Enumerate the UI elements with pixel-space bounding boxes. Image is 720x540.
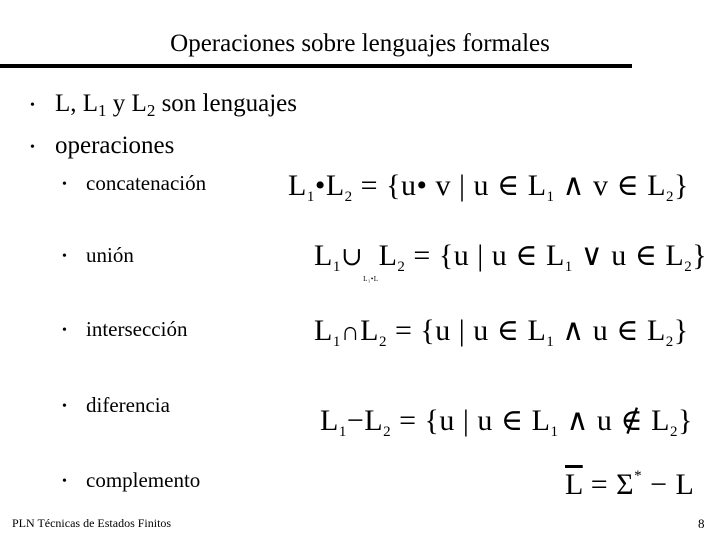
bullet-operations: operaciones [55, 132, 175, 159]
sub-bullet-marker: • [62, 177, 67, 192]
sub-bullet-marker: • [62, 474, 67, 489]
op-label-concatenation: concatenación [86, 171, 207, 195]
bullet-marker: • [30, 98, 35, 113]
op-label-union: unión [86, 243, 134, 267]
slide-title: Operaciones sobre lenguajes formales [170, 30, 550, 57]
op-label-difference: diferencia [86, 393, 170, 417]
bullet-languages: L, $L_1$ y $L_2$ son lenguajes [55, 90, 297, 120]
op-label-complement: complemento [86, 468, 201, 492]
sub-bullet-marker: • [62, 323, 67, 338]
op-label-intersection: intersección [86, 317, 188, 341]
formula-complement: $\overline{L} = \Sigma^* - L$ [565, 468, 695, 501]
page-number: 8 [698, 516, 705, 531]
sub-bullet-marker: • [62, 399, 67, 414]
bullet-marker: • [30, 140, 35, 155]
formula-intersection: $L_1\cap L_2 = \{u$ | u ∈ $L_1$ ∧ u ∈ $L_2$} [314, 314, 689, 350]
title-underline [0, 64, 632, 68]
formula-union: $L_1\cup_{L_1•L}L_2 = \{u$ | u ∈ $L_1$ ∨ u ∈ $L_2$} [314, 239, 708, 283]
sub-bullet-marker: • [62, 249, 67, 264]
footer-text: PLN Técnicas de Estados Finitos [12, 516, 172, 530]
formula-concatenation: $L_1•L_2$ = {u• v | u ∈ $L_1$ ∧ v ∈ $L_2$} [288, 169, 689, 205]
formula-difference: $L_1-L_2 = \{u$ | u ∈ $L_1$ ∧ u ∉ $L_2$} [320, 404, 693, 440]
